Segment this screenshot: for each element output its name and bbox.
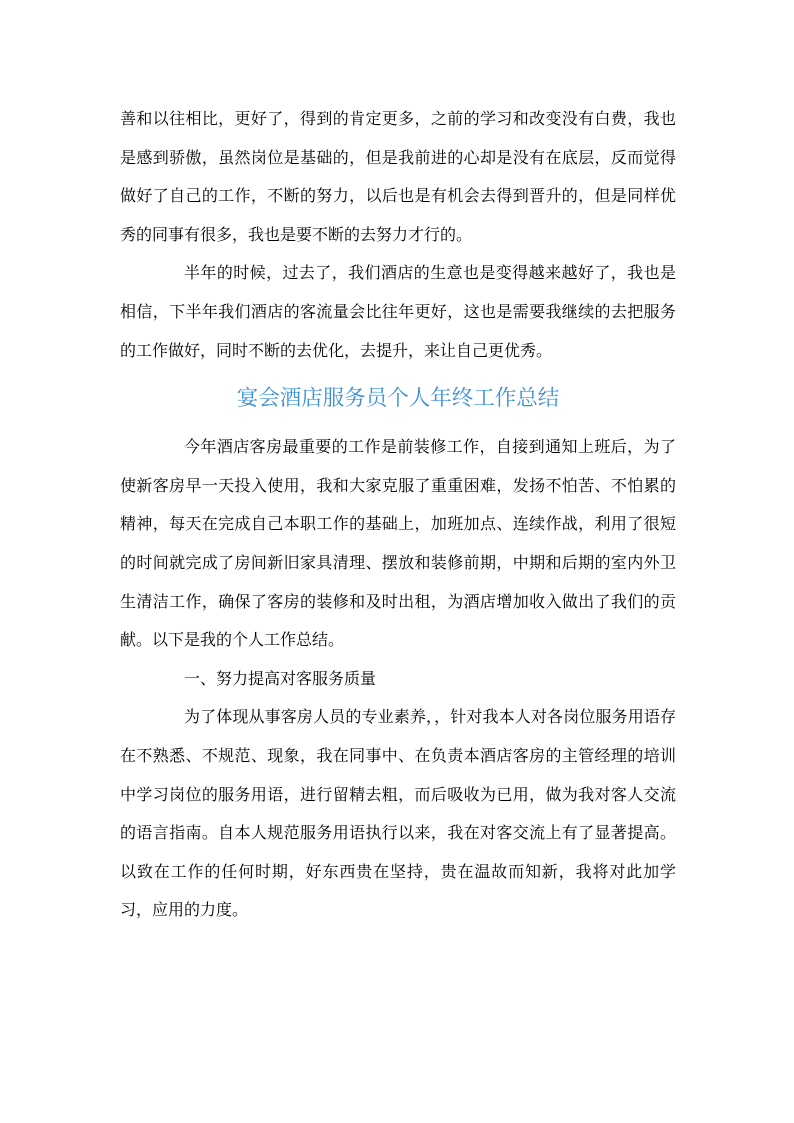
document-page [120, 100, 676, 930]
paragraph-intro: 今年酒店客房最重要的工作是前装修工作，自接到通知上班后，为了使新客房早一天投入使用，我和大家克服了重重困难，发扬不怕苦、不怕累的精神，每天在完成自己本职工作的基础上，加班加点、连续作战，利用了很短的时间就完成了房间新旧家具清理、摆放和装修前期，中期和后期的室内外卫生清洁工作，确保了客房的装修和及时出租，为酒店增加收入做出了我们的贡献。以下是我的个人工作总结。 [120, 437, 676, 650]
document-title: 宴会酒店服务员个人年终工作总结 [236, 386, 560, 412]
paragraph-continuation: 善和以往相比，更好了，得到的肯定更多，之前的学习和改变没有白费，我也是感到骄傲，虽然岗位是基础的，但是我前进的心却是没有在底层，反而觉得做好了自己的工作，不断的努力，以后也是有机会去得到晋升的，但是同样优秀的同事有很多，我也是要不断的去努力才行的。 [120, 109, 676, 244]
section-heading: 一、努力提高对客服务质量 [184, 668, 377, 688]
paragraph-half-year: 半年的时候，过去了，我们酒店的生意也是变得越来越好了，我也是相信，下半年我们酒店的客流量会比往年更好，这也是需要我继续的去把服务的工作做好，同时不断的去优化，去提升，来让自己更优秀。 [120, 263, 676, 360]
paragraph-service-quality: 为了体现从事客房人员的专业素养，，针对我本人对各岗位服务用语存在不熟悉、不规范、现象，我在同事中、在负责本酒店客房的主管经理的培训中学习岗位的服务用语，进行留精去粗，而后吸收为已用，做为我对客人交流的语言指南。自本人规范服务用语执行以来，我在对客交流上有了显著提高。以致在工作的任何时期，好东西贵在坚持，贵在温故而知新，我将对此加学习，应用的力度。 [120, 707, 676, 920]
